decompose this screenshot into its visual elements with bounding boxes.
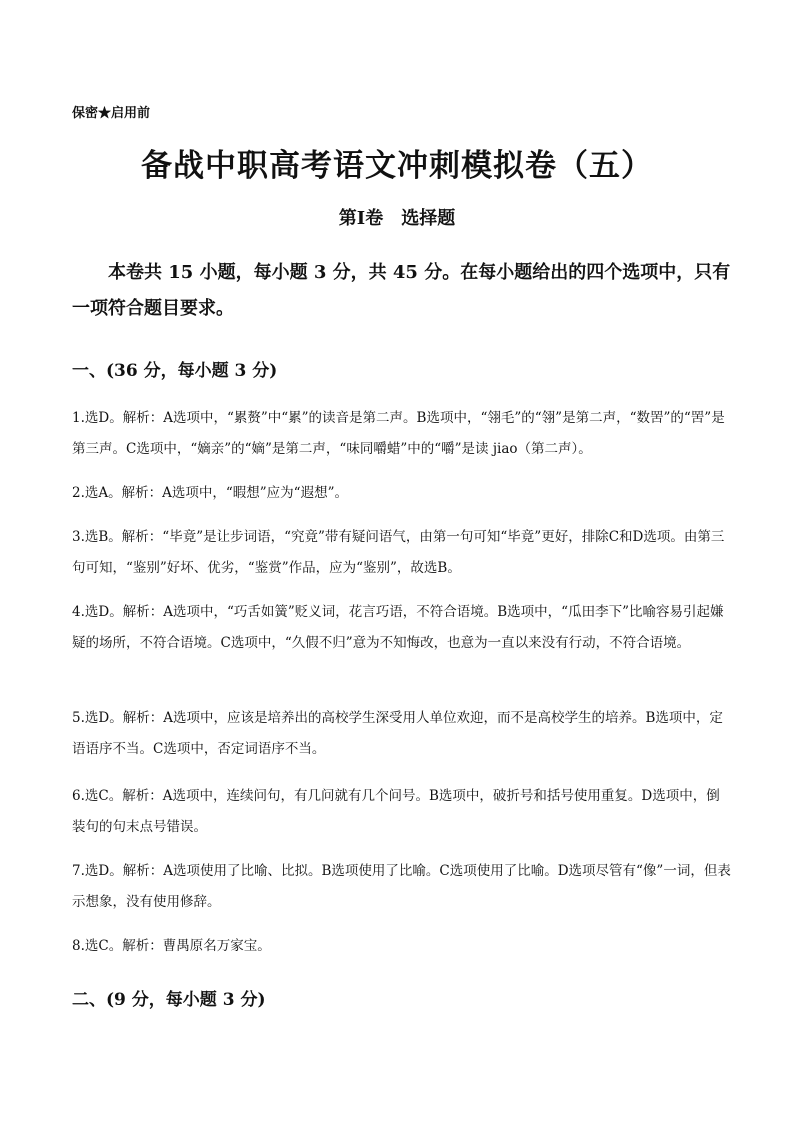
- section-heading-one: 一、(36 分，每小题 3 分): [72, 361, 278, 381]
- confidential-label: 保密★启用前: [72, 106, 151, 121]
- answer-item-6: 6.选C。解析：A选项中，连续问句，有几问就有几个问号。B选项中，破折号和括号使用重复。D选项中，倒装句的句末点号错误。: [72, 788, 720, 835]
- answer-item-8: 8.选C。解析：曹禺原名万家宝。: [72, 938, 271, 954]
- answer-item-5: 5.选D。解析：A选项中，应该是培养出的高校学生深受用人单位欢迎，而不是高校学生的培养。B选项中，定语语序不当。C选项中，否定词语序不当。: [72, 710, 723, 757]
- answer-item-2: 2.选A。解析：A选项中，“暇想”应为“遐想”。: [72, 485, 348, 501]
- volume-subtitle: 第Ⅰ卷 选择题: [338, 208, 456, 229]
- answer-item-4: 4.选D。解析：A选项中，“巧舌如簧”贬义词，花言巧语，不符合语境。B选项中，“瓜田李下”比喻容易引起嫌疑的场所，不符合语境。C选项中，“久假不归”意为不知悔改，也意为一直以来没有行动，不符合语境。: [72, 604, 724, 651]
- intro-paragraph: 本卷共 15 小题，每小题 3 分，共 45 分。在每小题给出的四个选项中，只有一项符合题目要求。: [72, 262, 731, 319]
- answer-item-3: 3.选B。解析：“毕竟”是让步词语，“究竟”带有疑问语气，由第一句可知“毕竟”更好，排除C和D选项。由第三句可知，“鉴别”好坏、优劣，“鉴赏”作品，应为“鉴别”，故选B。: [72, 529, 725, 576]
- document-title: 备战中职高考语文冲刺模拟卷（五）: [141, 148, 653, 184]
- answer-item-1: 1.选D。解析：A选项中，“累赘”中“累”的读音是第二声。B选项中，“翎毛”的“翎”是第二声，“数罟”的“罟”是第三声。C选项中，“嫡亲”的“嫡”是第二声，“味同嚼蜡”中的“嚼”是读 jiao（第二声）。: [72, 410, 725, 457]
- section-heading-two: 二、(9 分，每小题 3 分): [72, 990, 266, 1010]
- answer-item-7: 7.选D。解析：A选项使用了比喻、比拟。B选项使用了比喻。C选项使用了比喻。D选项尽管有“像”一词，但表示想象，没有使用修辞。: [72, 863, 731, 910]
